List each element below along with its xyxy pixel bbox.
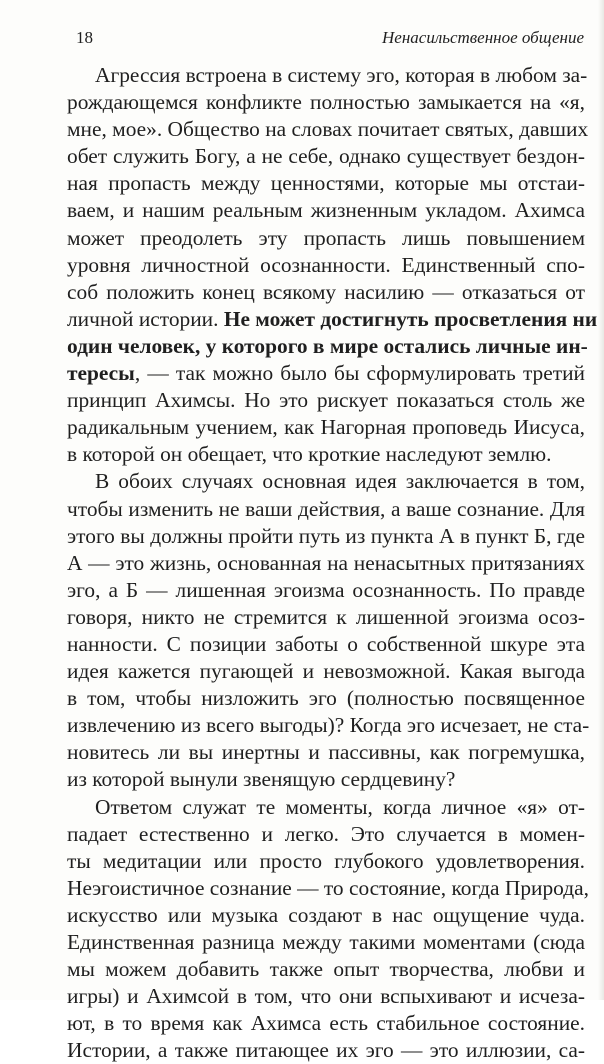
text-line: принцип Ахимсы. Но это рискует показаться столь же [67,388,585,413]
text-line: обет служить Богу, а не себе, однако существует бездон- [67,144,585,169]
text-line: извлечению из всего выгоды)? Когда эго исчезает, не ста- [67,713,590,738]
text-line: нанности. С позиции заботы о собственной шкуре эта [67,631,585,656]
text-line: соб положить конец всякому насилию — отказаться от [67,279,585,304]
text-line: мы можем добавить также опыт творчества, любви и [67,957,585,982]
text-line: А — это жизнь, основанная на ненасытных притязаниях [67,550,585,575]
bold-emphasis: Не может достигнуть просветления ни [223,306,598,331]
text-line: рождающемся конфликте полностью замыкается на «я, [67,90,585,115]
text-line: ная пропасть между ценностями, которые мы отстаи- [67,171,585,196]
text-line: Агрессия встроена в систему эго, которая в любом за- [95,63,588,87]
text-line: этого вы должны пройти путь из пункта А в пункт Б, где [67,523,585,548]
text-line: ют, в то время как Ахимса есть стабильное состояние. [67,1011,585,1036]
text-line: игры) и Ахимсой в том, что они вспыхивают и исчеза- [67,984,585,1009]
text-line: падает естественно и легко. Это случается в момен- [67,821,585,846]
text-line: ты медитации или просто глубокого удовлетворения. [67,848,585,873]
text-line: Ответом служат те моменты, когда личное «я» от- [95,794,585,819]
text-line: говоря, никто не стремится к лишенной эгоизма осоз- [67,604,585,629]
text-line: ваем, и нашим реальным жизненным укладом. Ахимса [67,198,585,223]
text-line: в которой он обещает, что кроткие наследуют землю. [67,442,552,467]
text-line: чтобы изменить не ваши действия, а ваше сознание. Для [67,496,585,521]
text-line: искусство или музыка создают в нас ощущение чуда. [67,902,585,927]
text-line: новитесь ли вы инертны и пассивны, как погремушка, [67,740,585,765]
text-line: в том, чтобы низложить эго (полностью посвященное [67,686,585,711]
text-line: тересы, — так можно было бы сформулировать третий [67,361,585,386]
page-number: 18 [76,28,93,47]
bold-emphasis: один человек, у которого в мире остались личные ин- [67,333,588,358]
text-line: мне, мое». Общество на словах почитает святых, давших [67,117,589,142]
running-title: Ненасильственное общение [382,28,584,47]
text-line: личной истории. Не может достигнуть просветления ни [67,306,598,331]
text-line: из которой вынули звенящую сердцевину? [67,767,456,792]
text-line: радикальным учением, как Нагорная проповедь Иисуса, [67,415,585,440]
text-line: идея кажется пугающей и невозможной. Какая выгода [67,659,585,684]
text-line: Истории, а также питающее их эго — это иллюзии, са- [67,1038,585,1063]
text-line: В обоих случаях основная идея заключается в том, [95,469,585,494]
text-line: Неэгоистичное сознание — то состояние, когда Природа, [67,875,589,900]
text-line [67,333,588,360]
text-line: может преодолеть эту пропасть лишь повышением [67,225,585,250]
text-line: Единственная разница между такими моментами (сюда [67,930,585,954]
bold-emphasis: тересы [67,361,135,386]
body-text [67,62,598,1064]
page-header [76,26,584,50]
text-line: эго, а Б — лишенная эгоизма осознанность. По правде [67,577,585,602]
text-line: уровня личностной осознанности. Единственный спо- [67,252,585,277]
